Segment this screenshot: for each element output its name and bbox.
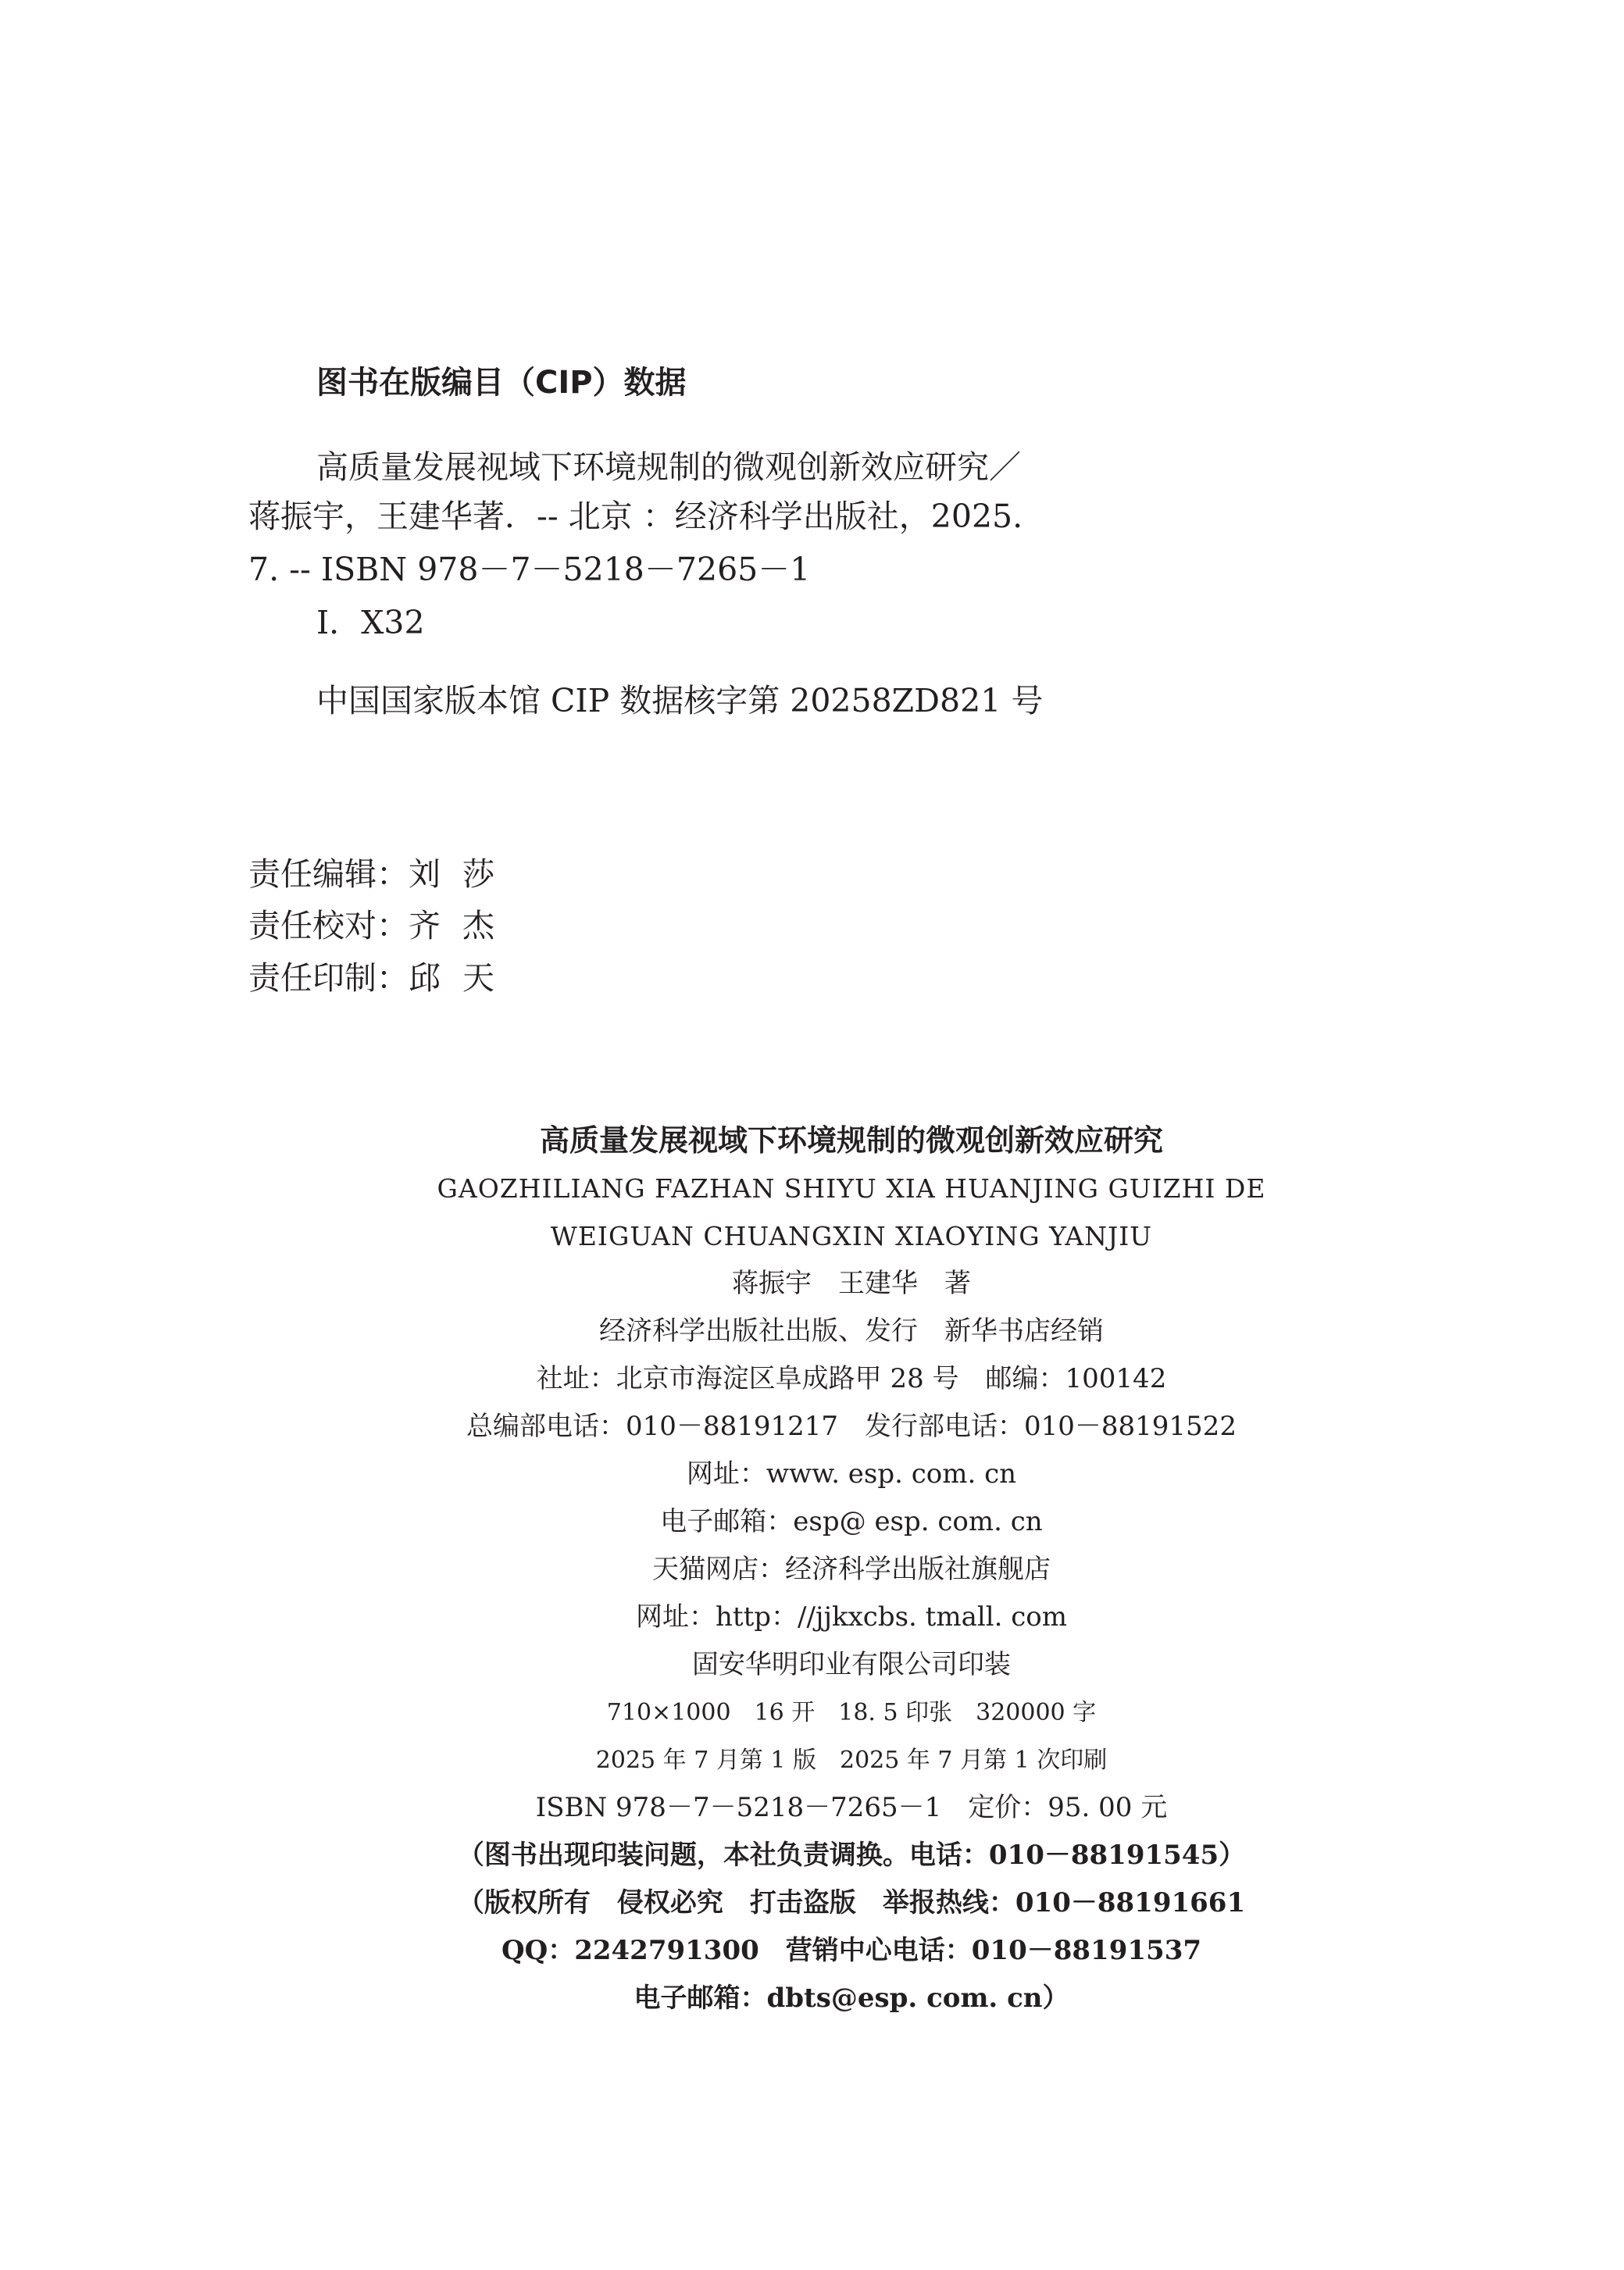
colophon-edition: 2025 年 7 月第 1 版 2025 年 7 月第 1 次印刷 — [595, 1747, 1108, 1774]
colophon-website: 网址：www. esp. com. cn — [686, 1458, 1017, 1490]
cip-line-isbn: 7. -- ISBN 978－7－5218－7265－1 — [248, 551, 811, 588]
colophon — [187, 1117, 1515, 2022]
responsible-proofreader-label: 责任校对： — [248, 907, 409, 944]
responsible-printing — [248, 952, 516, 998]
responsible-proofreader-name: 齐杰 — [409, 907, 516, 944]
responsible-printing-name: 邱天 — [409, 959, 516, 997]
cip-line-title: 高质量发展视域下环境规制的微观创新效应研究／ — [316, 448, 1021, 486]
colophon-authors: 蒋振宇 王建华 著 — [732, 1268, 971, 1299]
colophon-notice-copyright: （版权所有 侵权必究 打击盗版 举报热线：010－88191661 — [457, 1887, 1246, 1918]
colophon-notice-qq: QQ：2242791300 营销中心电话：010－88191537 — [501, 1935, 1202, 1966]
colophon-format: 710×1000 16 开 18. 5 印张 320000 字 — [606, 1699, 1097, 1726]
responsible-editor-label: 责任编辑： — [248, 855, 409, 893]
responsible-proofreader — [248, 900, 516, 946]
cip-line-record-number: 中国国家版本馆 CIP 数据核字第 20258ZD821 号 — [316, 682, 1044, 719]
colophon-tmall-url: 网址：http：//jjkxcbs. tmall. com — [636, 1601, 1067, 1633]
responsible-editor-name: 刘莎 — [409, 855, 516, 893]
colophon-tmall-store: 天猫网店：经济科学出版社旗舰店 — [652, 1554, 1051, 1585]
colophon-isbn-price: ISBN 978－7－5218－7265－1 定价：95. 00 元 — [535, 1792, 1168, 1823]
cip-line-classification: Ⅰ．X32 — [316, 604, 425, 641]
colophon-phones: 总编部电话：010－88191217 发行部电话：010－88191522 — [466, 1411, 1237, 1442]
colophon-notice-quality: （图书出现印装问题，本社负责调换。电话：010－88191545） — [457, 1840, 1246, 1871]
cip-heading: 图书在版编目（CIP）数据 — [316, 365, 687, 401]
colophon-title: 高质量发展视域下环境规制的微观创新效应研究 — [539, 1123, 1163, 1158]
colophon-address: 社址：北京市海淀区阜成路甲 28 号 邮编：100142 — [536, 1363, 1167, 1394]
colophon-email: 电子邮箱：esp@ esp. com. cn — [660, 1506, 1043, 1537]
colophon-pinyin-line-2: WEIGUAN CHUANGXIN XIAOYING YANJIU — [550, 1221, 1153, 1251]
cip-line-authors: 蒋振宇，王建华著．-- 北京 ：经济科学出版社，2025. — [248, 498, 1023, 535]
colophon-notice-email: 电子邮箱：dbts@esp. com. cn） — [634, 1983, 1069, 2014]
responsible-printing-label: 责任印制： — [248, 959, 409, 997]
colophon-printer: 固安华明印业有限公司印装 — [692, 1649, 1011, 1680]
colophon-pinyin-line-1: GAOZHILIANG FAZHAN SHIYU XIA HUANJING GUIZHI DE — [437, 1173, 1266, 1204]
colophon-publisher: 经济科学出版社出版、发行 新华书店经销 — [599, 1315, 1104, 1347]
responsible-editor — [248, 848, 516, 894]
